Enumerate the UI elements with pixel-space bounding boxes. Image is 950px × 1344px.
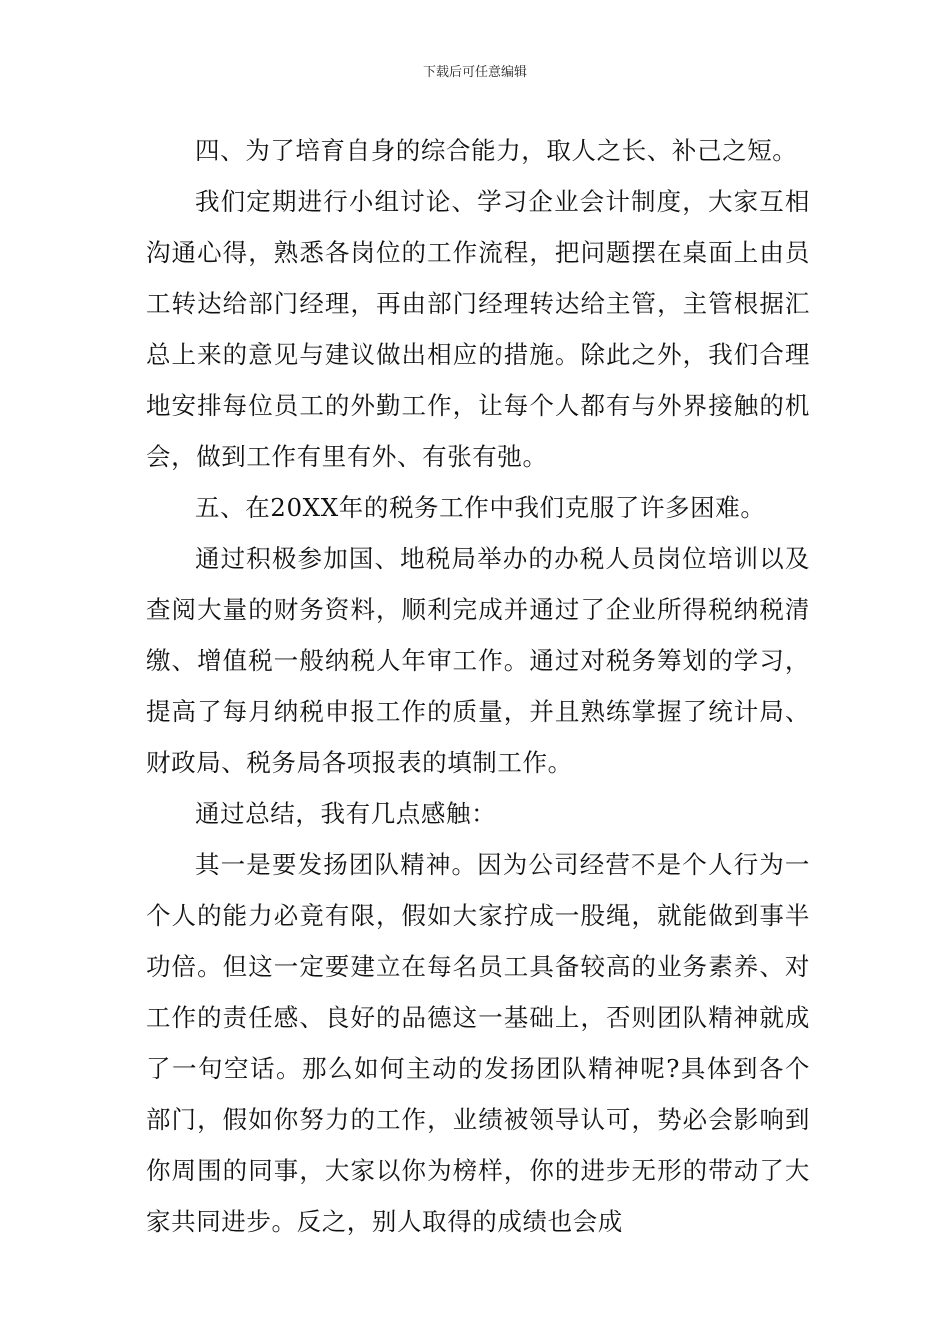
page-header: 下载后可任意编辑 — [422, 65, 527, 80]
paragraph: 其一是要发扬团队精神。因为公司经营不是个人行为一个人的能力必竟有限，假如大家拧成一股绳，就能做到事半功倍。但这一定要建立在每名员工具备较高的业务素养、对工作的责任感、良好的品德这一基础上，否则团队精神就成了一句空话。那么如何主动的发扬团队精神呢?具体到各个部门，假如你努力的工作，业绩被领导认可，势必会影响到你周围的同事，大家以你为榜样，你的进步无形的带动了大家共同进步。反之，别人取得的成绩也会成 — [146, 850, 810, 1236]
paragraph: 通过总结，我有几点感触： — [195, 799, 497, 828]
paragraph: 我们定期进行小组讨论、学习企业会计制度，大家互相沟通心得，熟悉各岗位的工作流程，把问题摆在桌面上由员工转达给部门经理，再由部门经理转达给主管，主管根据汇总上来的意见与建议做出相应的措施。除此之外，我们合理地安排每位员工的外勤工作，让每个人都有与外界接触的机会，做到工作有里有外、有张有弛。 — [146, 187, 810, 471]
paragraph: 四、为了培育自身的综合能力，取人之长、补己之短。 — [195, 136, 798, 165]
paragraph: 通过积极参加国、地税局举办的办税人员岗位培训以及查阅大量的财务资料，顺利完成并通过了企业所得税纳税清缴、增值税一般纳税人年审工作。通过对税务筹划的学习，提高了每月纳税申报工作的质量，并且熟练掌握了统计局、财政局、税务局各项报表的填制工作。 — [146, 544, 810, 777]
document-body — [146, 125, 810, 1247]
paragraph: 五、在20XX年的税务工作中我们克服了许多困难。 — [195, 493, 766, 522]
